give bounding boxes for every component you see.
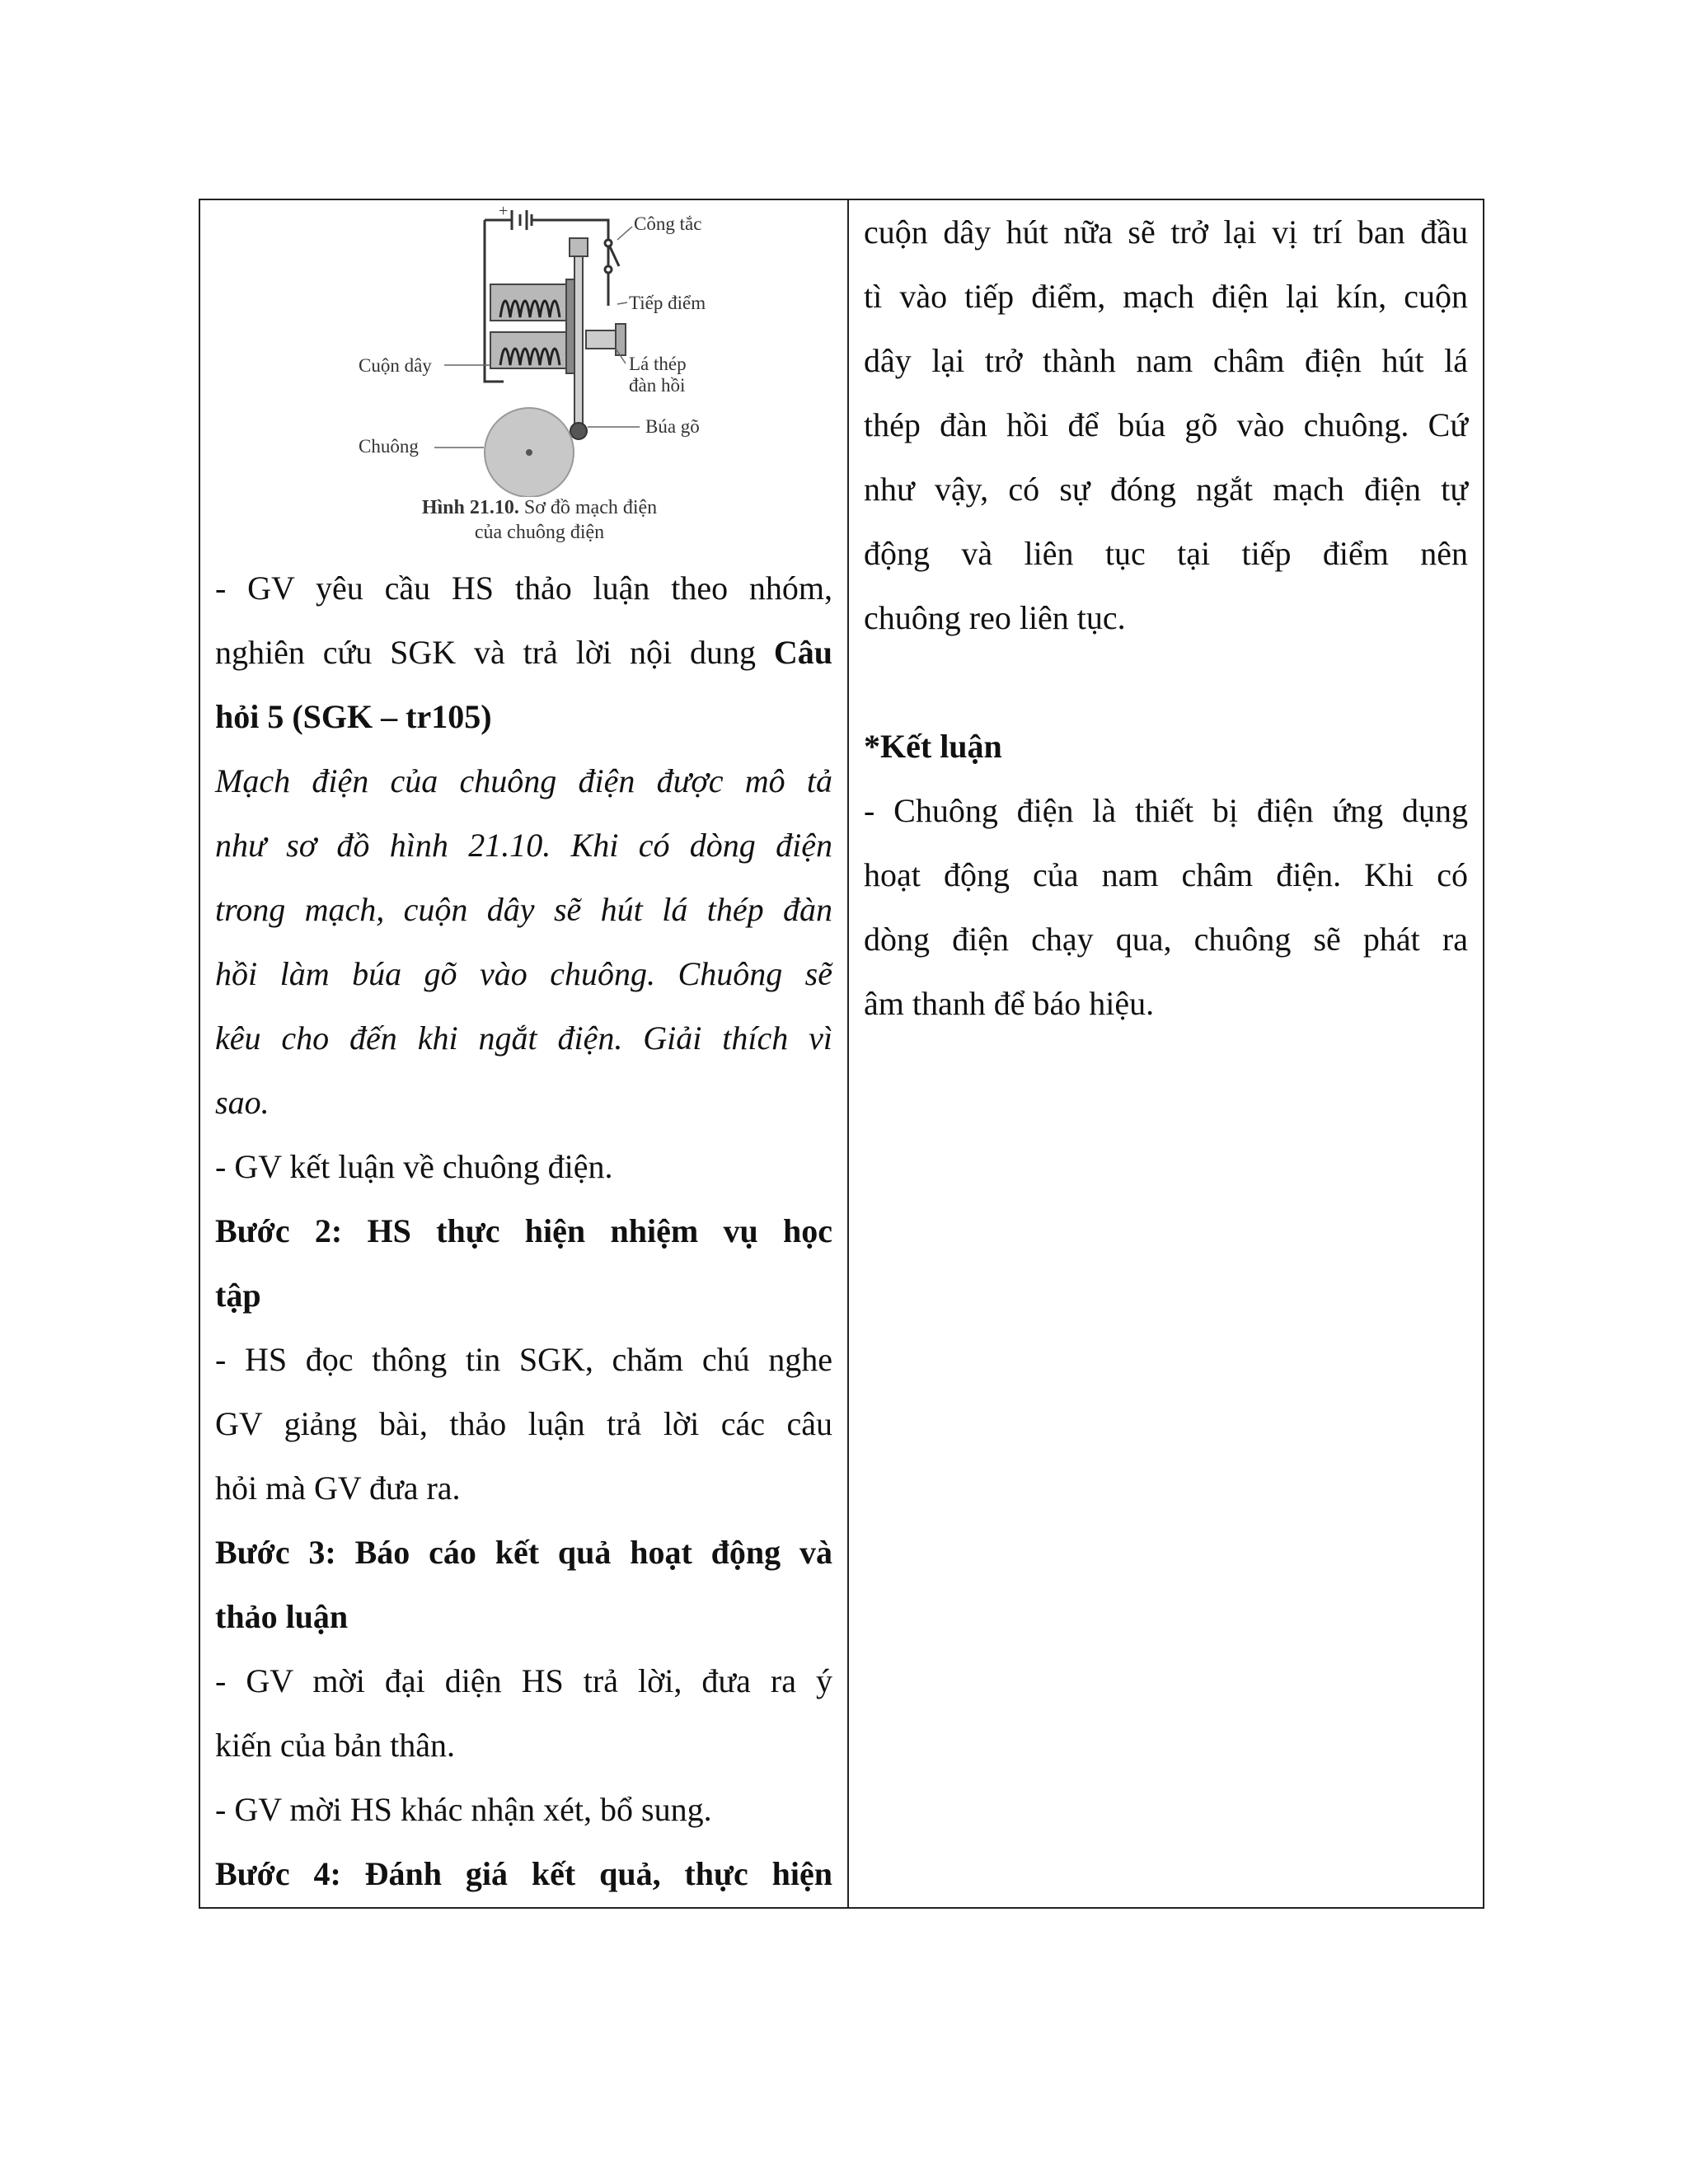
bell-circuit-diagram — [215, 200, 864, 497]
question-text: như sơ đồ hình 21.10. Khi có dòng điện — [215, 827, 832, 864]
right-column — [849, 200, 1483, 1907]
question-text: trong mạch, cuộn dây sẽ hút lá thép đàn — [215, 891, 832, 928]
step-heading: Bước 2: HS thực hiện nhiệm vụ học — [215, 1212, 832, 1249]
explanation-line: dây lại trở thành nam châm điện hút lá — [864, 342, 1468, 379]
explanation-line: tì vào tiếp điểm, mạch điện lại kín, cuộn — [864, 278, 1468, 315]
lesson-table — [199, 199, 1484, 1909]
hammer-icon — [570, 423, 587, 439]
instruction-line: - GV kết luận về chuông điện. — [215, 1148, 613, 1185]
conclusion-line: - Chuông điện là thiết bị điện ứng dụng — [864, 792, 1468, 829]
explanation-line: như vậy, có sự đóng ngắt mạch điện tự — [864, 471, 1468, 508]
label-spring-steel-1: Lá thép — [629, 354, 687, 374]
step-heading: Bước 3: Báo cáo kết quả hoạt động và — [215, 1534, 832, 1571]
instruction-line: nghiên cứu SGK và trả lời nội dung Câu — [215, 634, 832, 671]
question-text: Mạch điện của chuông điện được mô tả — [215, 762, 832, 799]
instruction-line: - GV mời đại diện HS trả lời, đưa ra ý — [215, 1662, 832, 1699]
spring-steel-blade — [574, 246, 583, 429]
explanation-line: động và liên tục tại tiếp điểm nên — [864, 535, 1468, 572]
explanation-line: thép đàn hồi để búa gõ vào chuông. Cứ — [864, 406, 1468, 443]
instruction-line: kiến của bản thân. — [215, 1727, 455, 1764]
instruction-line: hỏi mà GV đưa ra. — [215, 1469, 461, 1507]
conclusion-heading: *Kết luận — [864, 728, 1002, 765]
label-contact: Tiếp điểm — [629, 293, 706, 313]
instruction-line: - HS đọc thông tin SGK, chăm chú nghe — [215, 1341, 832, 1378]
conclusion-line: hoạt động của nam châm điện. Khi có — [864, 856, 1468, 893]
conclusion-line: dòng điện chạy qua, chuông sẽ phát ra — [864, 921, 1468, 958]
instruction-line: - GV mời HS khác nhận xét, bổ sung. — [215, 1791, 712, 1828]
question-text: hồi làm búa gõ vào chuông. Chuông sẽ — [215, 955, 832, 992]
label-bell: Chuông — [359, 436, 419, 457]
question-text: kêu cho đến khi ngắt điện. Giải thích vì — [215, 1019, 832, 1057]
instruction-line: GV giảng bài, thảo luận trả lời các câu — [215, 1405, 832, 1442]
battery-icon — [512, 210, 532, 230]
step-heading: Bước 4: Đánh giá kết quả, thực hiện — [215, 1855, 832, 1892]
question-reference: hỏi 5 (SGK – tr105) — [215, 698, 492, 735]
label-coil: Cuộn dây — [359, 355, 432, 376]
figure-caption: Hình 21.10. Sơ đồ mạch điện của chuông điện — [421, 497, 658, 543]
label-switch: Công tắc — [634, 213, 702, 234]
step-heading: thảo luận — [215, 1598, 349, 1635]
step-heading: tập — [215, 1277, 261, 1314]
label-spring-steel-2: đàn hồi — [629, 375, 686, 396]
label-hammer: Búa gõ — [645, 416, 700, 437]
contact-icon — [586, 330, 619, 349]
electric-bell-figure — [215, 200, 832, 556]
question-text: sao. — [215, 1084, 270, 1121]
left-column — [200, 200, 849, 1907]
explanation-line: cuộn dây hút nữa sẽ trở lại vị trí ban đầu — [864, 213, 1468, 251]
instruction-line: - GV yêu cầu HS thảo luận theo nhóm, — [215, 569, 832, 607]
conclusion-line: âm thanh để báo hiệu. — [864, 985, 1155, 1022]
explanation-line: chuông reo liên tục. — [864, 599, 1126, 636]
svg-text:+: + — [499, 202, 509, 220]
